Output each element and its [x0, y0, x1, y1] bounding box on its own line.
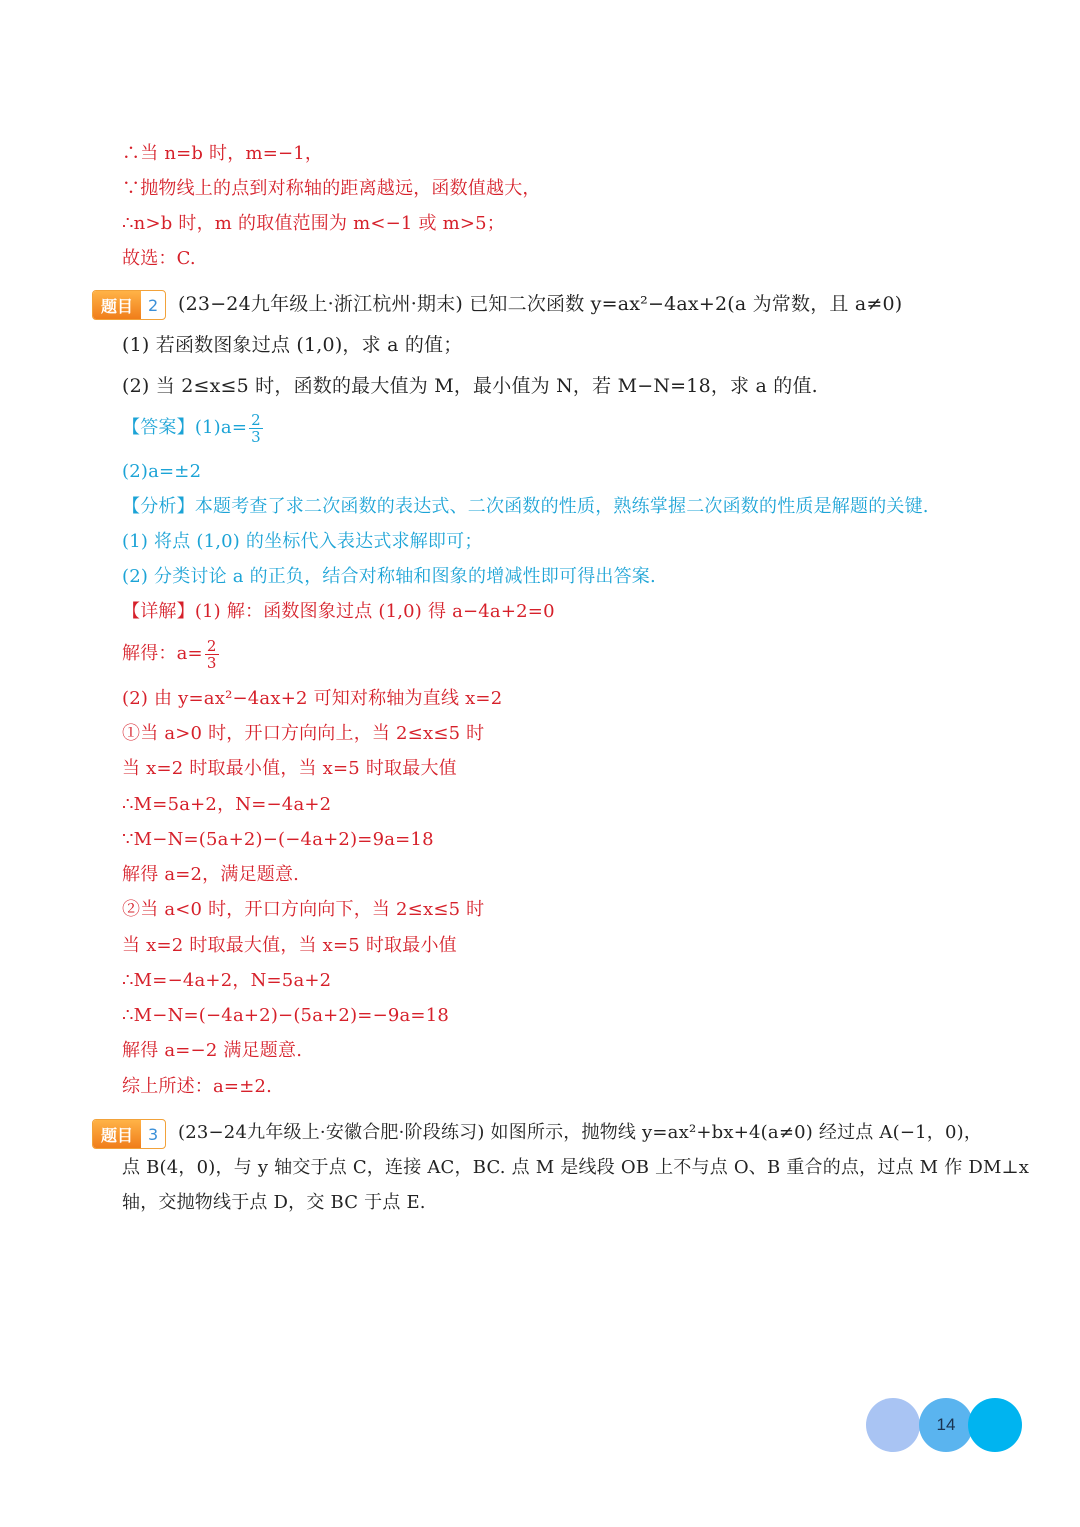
q2-stem: (23−24九年级上·浙江杭州·期末) 已知二次函数 y=ax²−4ax+2(a 为常数，且 a≠0) — [178, 293, 903, 315]
detail-7: 解得 a=2，满足题意. — [122, 864, 300, 885]
prev-line-2: ∵抛物线上的点到对称轴的距离越远，函数值越大， — [122, 178, 541, 199]
fraction-numerator: 2 — [206, 636, 217, 655]
detail-5: ∴M=5a+2，N=−4a+2 — [122, 794, 332, 815]
fraction-denominator: 3 — [206, 653, 217, 672]
detail-6: ∵M−N=(5a+2)−(−4a+2)=9a=18 — [122, 829, 434, 850]
answer-1 — [122, 410, 265, 446]
q3-line-2: 点 B(4，0)，与 y 轴交于点 C，连接 AC，BC. 点 M 是线段 OB 上不与点 O、B 重合的点，过点 M 作 DM⊥x — [122, 1157, 1030, 1178]
page-number: 14 — [919, 1398, 973, 1452]
prev-line-4: 故选：C. — [122, 248, 196, 269]
analysis-2: (2) 分类讨论 a 的正负，结合对称轴和图象的增减性即可得出答案. — [122, 566, 656, 587]
answer-1-fraction — [249, 412, 263, 445]
answer-1-prefix: (1)a= — [194, 417, 248, 438]
answer-2: (2)a=±2 — [122, 461, 202, 482]
question-2-badge — [92, 290, 166, 320]
detail-3: ①当 a>0 时，开口方向向上，当 2≤x≤5 时 — [122, 723, 485, 744]
detail-4: 当 x=2 时取最小值，当 x=5 时取最大值 — [122, 758, 457, 779]
analysis-text: 本题考查了求二次函数的表达式、二次函数的性质，熟练掌握二次函数的性质是解题的关键. — [194, 496, 929, 517]
badge-number: 2 — [148, 295, 159, 315]
page-decor-circle-left — [866, 1398, 920, 1452]
detail-9: 当 x=2 时取最大值，当 x=5 时取最小值 — [122, 935, 457, 956]
badge-number: 3 — [148, 1124, 159, 1144]
solve-prefix: 解得：a= — [122, 643, 203, 664]
analysis-tag: 【分析】 — [122, 496, 195, 517]
detail-11: ∴M−N=(−4a+2)−(5a+2)=−9a=18 — [122, 1005, 450, 1026]
detail-10: ∴M=−4a+2，N=5a+2 — [122, 970, 332, 991]
analysis-1: (1) 将点 (1,0) 的坐标代入表达式求解即可； — [122, 531, 483, 552]
q2-part-1: (1) 若函数图象过点 (1,0)，求 a 的值； — [122, 334, 463, 356]
answer-tag: 【答案】 — [122, 417, 195, 438]
fraction-denominator: 3 — [251, 427, 261, 446]
solve-fraction — [205, 638, 219, 671]
page-decor-circle-right — [968, 1398, 1022, 1452]
badge-label: 题目 — [93, 1120, 141, 1148]
detail-solve — [122, 636, 221, 672]
badge-label: 题目 — [93, 291, 141, 319]
q3-line-3: 轴，交抛物线于点 D，交 BC 于点 E. — [122, 1192, 426, 1213]
detail-tag: 【详解】 — [122, 601, 195, 622]
fraction-numerator: 2 — [251, 410, 261, 429]
q2-part-2: (2) 当 2≤x≤5 时，函数的最大值为 M，最小值为 N，若 M−N=18，求 a 的值. — [122, 375, 818, 397]
analysis — [122, 495, 929, 519]
prev-line-1: ∴当 n=b 时，m=−1， — [122, 143, 324, 164]
prev-line-3: ∴n>b 时，m 的取值范围为 m<−1 或 m>5； — [122, 213, 506, 234]
detail-12: 解得 a=−2 满足题意. — [122, 1040, 303, 1061]
question-3-badge — [92, 1119, 166, 1149]
q3-line-1: (23−24九年级上·安徽合肥·阶段练习) 如图所示，抛物线 y=ax²+bx+4(a≠0) 经过点 A(−1，0)， — [178, 1122, 983, 1143]
detail-13: 综上所述：a=±2. — [122, 1076, 273, 1097]
detail-2: (2) 由 y=ax²−4ax+2 可知对称轴为直线 x=2 — [122, 688, 503, 709]
detail-1 — [122, 600, 555, 624]
detail-1-text: (1) 解：函数图象过点 (1,0) 得 a−4a+2=0 — [194, 601, 555, 622]
detail-8: ②当 a<0 时，开口方向向下，当 2≤x≤5 时 — [122, 899, 485, 920]
